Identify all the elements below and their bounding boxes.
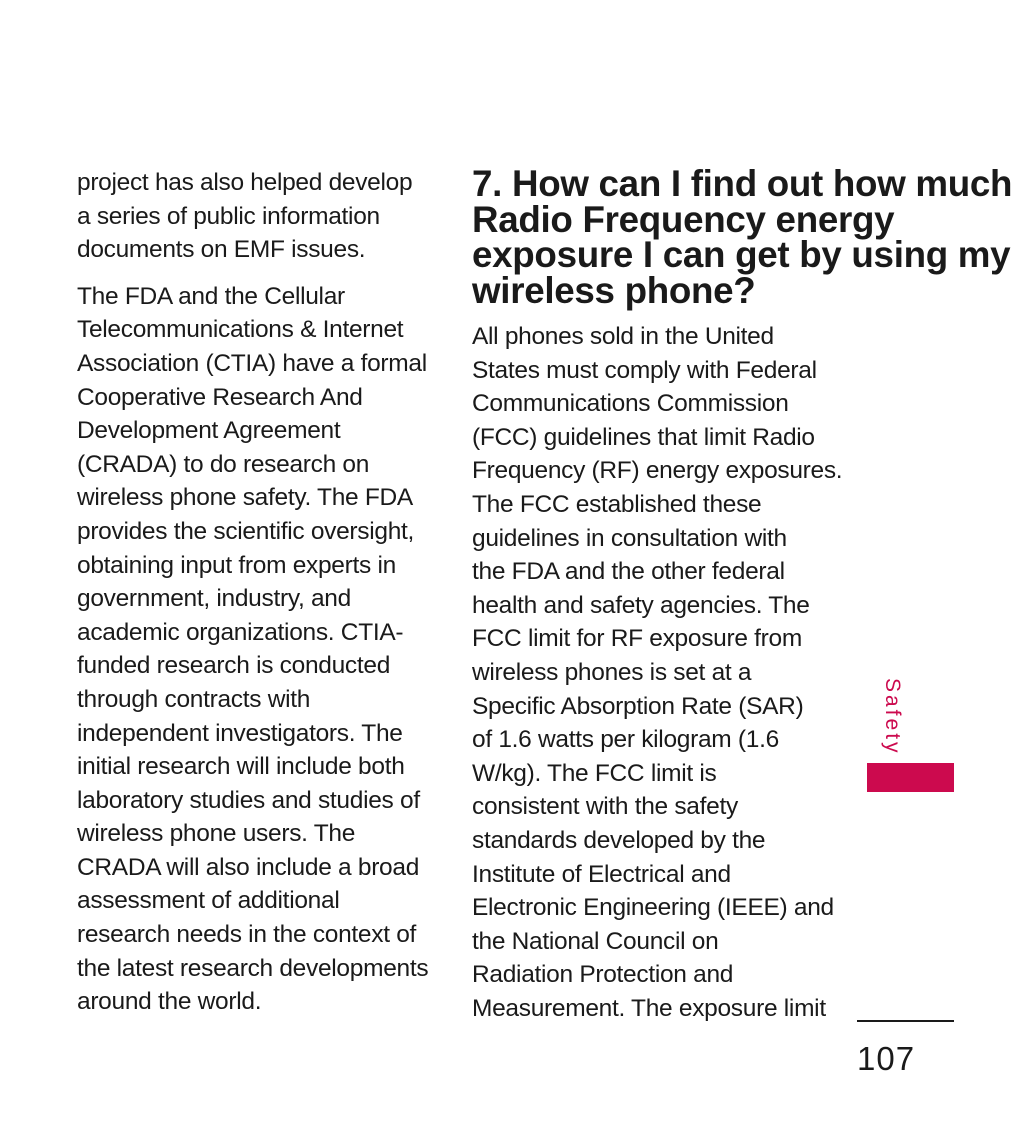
text-line: around the world. bbox=[77, 988, 262, 1016]
paragraph-crada bbox=[77, 280, 428, 1019]
text-line: the FDA and the other federal bbox=[472, 558, 785, 586]
text-line: Cooperative Research And bbox=[77, 383, 363, 411]
text-line: Association (CTIA) have a formal bbox=[77, 349, 427, 377]
text-line: government, industry, and bbox=[77, 585, 351, 613]
left-column bbox=[77, 166, 428, 1032]
text-line: wireless phone users. The bbox=[77, 820, 356, 848]
text-line: FCC limit for RF exposure from bbox=[472, 625, 802, 653]
text-line: the National Council on bbox=[472, 927, 719, 955]
text-line: Radiation Protection and bbox=[472, 961, 734, 989]
text-line: CRADA will also include a broad bbox=[77, 853, 420, 881]
heading-line: Radio Frequency energy bbox=[472, 198, 895, 240]
text-line: documents on EMF issues. bbox=[77, 236, 366, 264]
text-line: wireless phone safety. The FDA bbox=[77, 484, 413, 512]
heading-line: 7. How can I find out how much bbox=[472, 163, 1012, 204]
text-line: Specific Absorption Rate (SAR) bbox=[472, 692, 804, 720]
text-line: research needs in the context of bbox=[77, 921, 417, 949]
section-tab-label: Safety bbox=[881, 678, 904, 756]
text-line: (CRADA) to do research on bbox=[77, 450, 370, 478]
text-line: Electronic Engineering (IEEE) and bbox=[472, 894, 834, 922]
text-line: consistent with the safety bbox=[472, 793, 738, 821]
text-line: wireless phones is set at a bbox=[472, 658, 752, 686]
page-number-rule bbox=[857, 1020, 954, 1022]
text-line: Frequency (RF) energy exposures. bbox=[472, 457, 843, 485]
text-line: of 1.6 watts per kilogram (1.6 bbox=[472, 726, 779, 754]
text-line: independent investigators. The bbox=[77, 719, 403, 747]
text-line: initial research will include both bbox=[77, 753, 405, 781]
heading-line: wireless phone? bbox=[472, 269, 756, 311]
heading-line: exposure I can get by using my bbox=[472, 234, 1011, 275]
text-line: health and safety agencies. The bbox=[472, 591, 810, 619]
text-line: Communications Commission bbox=[472, 390, 789, 418]
text-line: the latest research developments bbox=[77, 954, 429, 982]
paragraph-fcc-limits bbox=[472, 320, 1012, 1025]
text-line: All phones sold in the United bbox=[472, 323, 774, 350]
text-line: project has also helped develop bbox=[77, 169, 413, 196]
question-heading bbox=[472, 163, 1012, 311]
text-line: Institute of Electrical and bbox=[472, 860, 731, 888]
text-line: academic organizations. CTIA- bbox=[77, 618, 404, 646]
page-number: 107 bbox=[857, 1040, 916, 1077]
text-line: through contracts with bbox=[77, 685, 311, 713]
paragraph-emf-documents bbox=[77, 166, 428, 267]
text-line: Development Agreement bbox=[77, 417, 341, 445]
text-line: provides the scientific oversight, bbox=[77, 517, 415, 545]
text-line: standards developed by the bbox=[472, 826, 766, 854]
text-line: The FCC established these bbox=[472, 490, 762, 518]
text-line: guidelines in consultation with bbox=[472, 524, 787, 552]
text-line: States must comply with Federal bbox=[472, 356, 817, 384]
text-line: laboratory studies and studies of bbox=[77, 786, 420, 814]
text-line: obtaining input from experts in bbox=[77, 551, 396, 579]
text-line: funded research is conducted bbox=[77, 652, 391, 680]
text-line: assessment of additional bbox=[77, 887, 340, 915]
text-line: Telecommunications & Internet bbox=[77, 316, 404, 344]
text-line: W/kg). The FCC limit is bbox=[472, 759, 717, 787]
text-line: The FDA and the Cellular bbox=[77, 282, 345, 310]
text-line: (FCC) guidelines that limit Radio bbox=[472, 423, 815, 451]
text-line: a series of public information bbox=[77, 202, 380, 230]
text-line: Measurement. The exposure limit bbox=[472, 994, 826, 1022]
section-tab-bar bbox=[867, 763, 954, 792]
right-column bbox=[472, 163, 1012, 1038]
